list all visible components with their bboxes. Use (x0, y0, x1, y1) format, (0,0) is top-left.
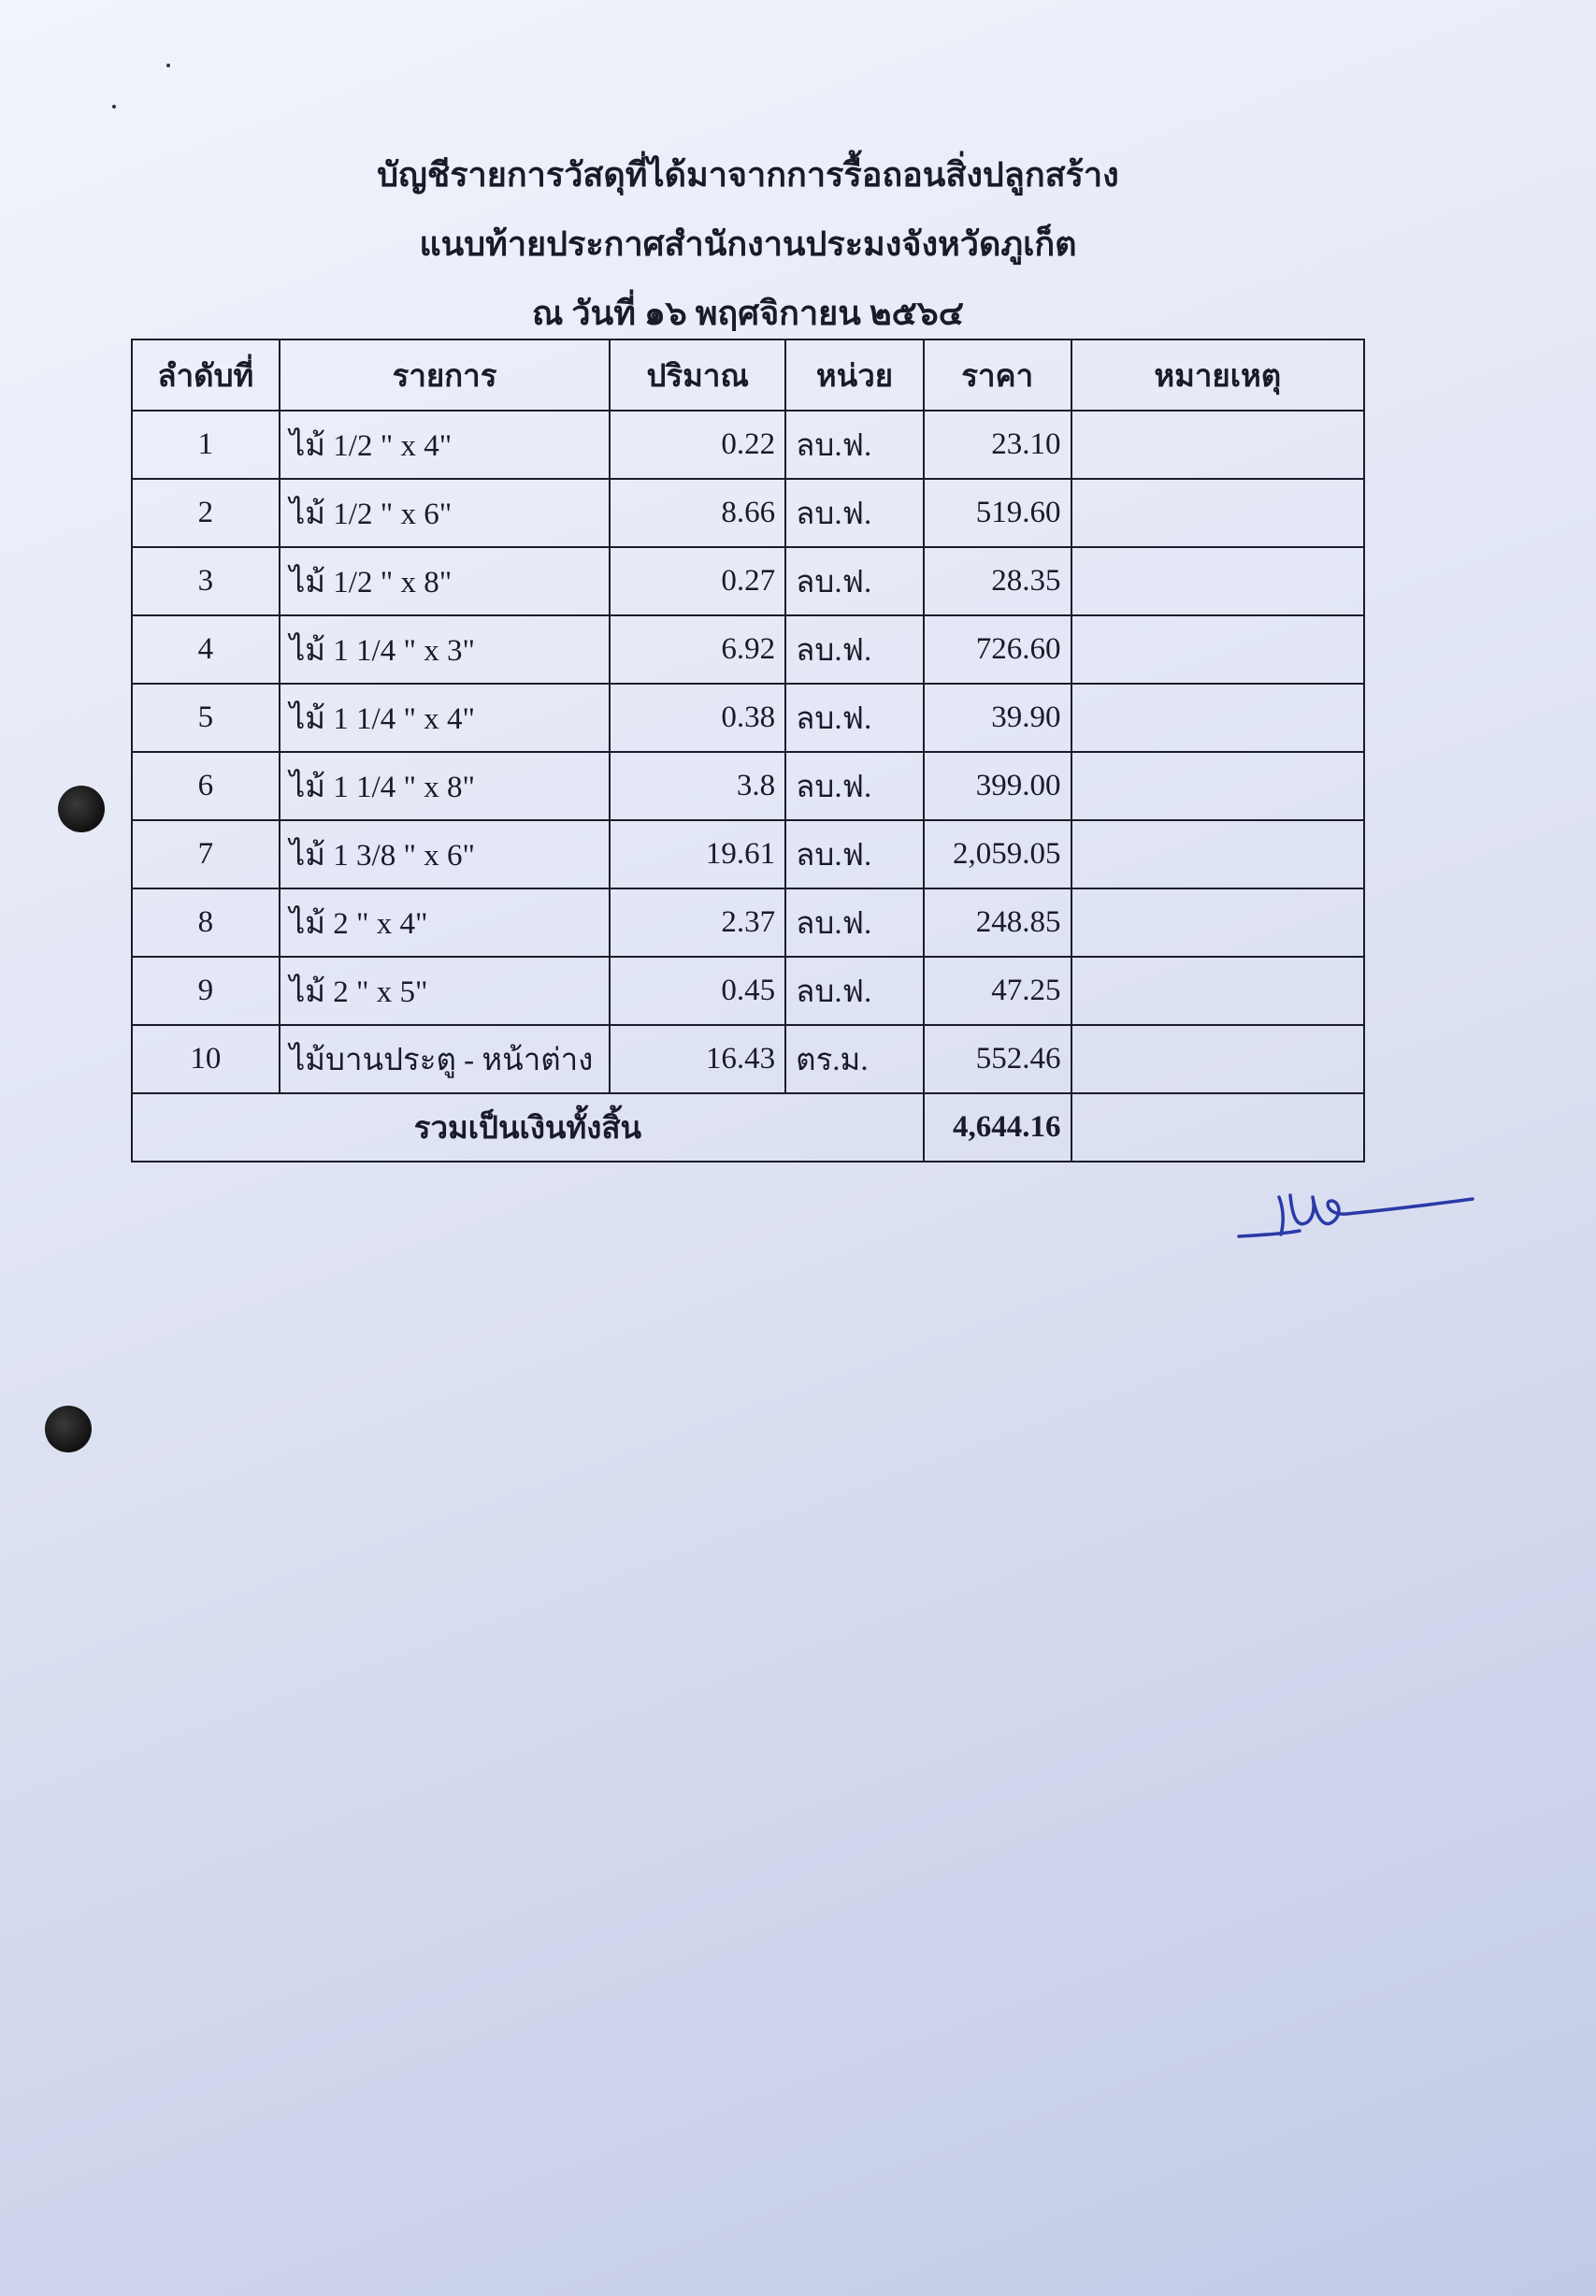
table-row (132, 820, 1364, 888)
paper-speck (112, 105, 116, 108)
cell-price: 552.46 (924, 1025, 1071, 1093)
cell-no: 2 (132, 479, 280, 547)
cell-quantity: 0.22 (610, 411, 785, 479)
total-value: 4,644.16 (924, 1093, 1071, 1162)
cell-unit: ลบ.ฟ. (785, 615, 924, 684)
cell-no: 6 (132, 752, 280, 820)
cell-price: 726.60 (924, 615, 1071, 684)
cell-quantity: 2.37 (610, 888, 785, 957)
cell-no: 7 (132, 820, 280, 888)
cell-remark (1071, 479, 1364, 547)
total-row (132, 1093, 1364, 1162)
cell-unit: ลบ.ฟ. (785, 684, 924, 752)
table-row (132, 684, 1364, 752)
cell-no: 4 (132, 615, 280, 684)
cell-unit: ลบ.ฟ. (785, 820, 924, 888)
cell-remark (1071, 547, 1364, 615)
cell-price: 39.90 (924, 684, 1071, 752)
cell-item: ไม้ 1/2 " x 8" (280, 547, 611, 615)
header-quantity: ปริมาณ (610, 339, 785, 411)
table-row (132, 752, 1364, 820)
cell-no: 10 (132, 1025, 280, 1093)
cell-no: 3 (132, 547, 280, 615)
table-row (132, 615, 1364, 684)
title-line-3-date: ณ วันที่ ๑๖ พฤศจิกายน ๒๕๖๔ (532, 295, 964, 332)
signature-mark (1234, 1169, 1477, 1244)
cell-remark (1071, 615, 1364, 684)
header-item: รายการ (280, 339, 611, 411)
title-line-2: แนบท้ายประกาศสำนักงานประมงจังหวัดภูเก็ต (419, 225, 1077, 263)
table-body (132, 411, 1364, 1162)
table-header-row (132, 339, 1364, 411)
header-price: ราคา (924, 339, 1071, 411)
cell-quantity: 0.27 (610, 547, 785, 615)
cell-unit: ลบ.ฟ. (785, 752, 924, 820)
cell-no: 5 (132, 684, 280, 752)
cell-price: 23.10 (924, 411, 1071, 479)
cell-no: 9 (132, 957, 280, 1025)
total-label: รวมเป็นเงินทั้งสิ้น (132, 1093, 924, 1162)
cell-item: ไม้ 1 1/4 " x 4" (280, 684, 611, 752)
cell-price: 519.60 (924, 479, 1071, 547)
cell-price: 248.85 (924, 888, 1071, 957)
cell-remark (1071, 684, 1364, 752)
cell-price: 28.35 (924, 547, 1071, 615)
cell-item: ไม้ 1 1/4 " x 3" (280, 615, 611, 684)
cell-item: ไม้ 2 " x 4" (280, 888, 611, 957)
materials-table (131, 339, 1365, 1162)
cell-no: 1 (132, 411, 280, 479)
header-remark: หมายเหตุ (1071, 339, 1364, 411)
punch-hole (58, 786, 105, 832)
cell-unit: ตร.ม. (785, 1025, 924, 1093)
cell-item: ไม้ 1/2 " x 4" (280, 411, 611, 479)
cell-quantity: 6.92 (610, 615, 785, 684)
header-unit: หน่วย (785, 339, 924, 411)
cell-item: ไม้ 1/2 " x 6" (280, 479, 611, 547)
cell-item: ไม้ 1 3/8 " x 6" (280, 820, 611, 888)
punch-hole (45, 1406, 92, 1452)
table-row (132, 957, 1364, 1025)
cell-quantity: 8.66 (610, 479, 785, 547)
cell-price: 47.25 (924, 957, 1071, 1025)
cell-unit: ลบ.ฟ. (785, 957, 924, 1025)
cell-quantity: 0.45 (610, 957, 785, 1025)
cell-unit: ลบ.ฟ. (785, 411, 924, 479)
cell-remark (1071, 820, 1364, 888)
table-row (132, 479, 1364, 547)
cell-price: 399.00 (924, 752, 1071, 820)
cell-quantity: 16.43 (610, 1025, 785, 1093)
cell-item: ไม้ 1 1/4 " x 8" (280, 752, 611, 820)
paper-speck (166, 64, 170, 67)
table-row (132, 1025, 1364, 1093)
cell-remark (1071, 888, 1364, 957)
cell-remark (1071, 1025, 1364, 1093)
cell-quantity: 19.61 (610, 820, 785, 888)
cell-unit: ลบ.ฟ. (785, 888, 924, 957)
cell-no: 8 (132, 888, 280, 957)
cell-item: ไม้ 2 " x 5" (280, 957, 611, 1025)
header-no: ลำดับที่ (132, 339, 280, 411)
cell-remark (1071, 752, 1364, 820)
cell-price: 2,059.05 (924, 820, 1071, 888)
table-row (132, 888, 1364, 957)
cell-quantity: 3.8 (610, 752, 785, 820)
cell-remark (1071, 957, 1364, 1025)
title-line-1: บัญชีรายการวัสดุที่ได้มาจากการรื้อถอนสิ่งปลูกสร้าง (377, 156, 1119, 194)
cell-unit: ลบ.ฟ. (785, 479, 924, 547)
table-row (132, 547, 1364, 615)
total-remark (1071, 1093, 1364, 1162)
cell-remark (1071, 411, 1364, 479)
cell-item: ไม้บานประตู - หน้าต่าง (280, 1025, 611, 1093)
table-row (132, 411, 1364, 479)
cell-unit: ลบ.ฟ. (785, 547, 924, 615)
cell-quantity: 0.38 (610, 684, 785, 752)
